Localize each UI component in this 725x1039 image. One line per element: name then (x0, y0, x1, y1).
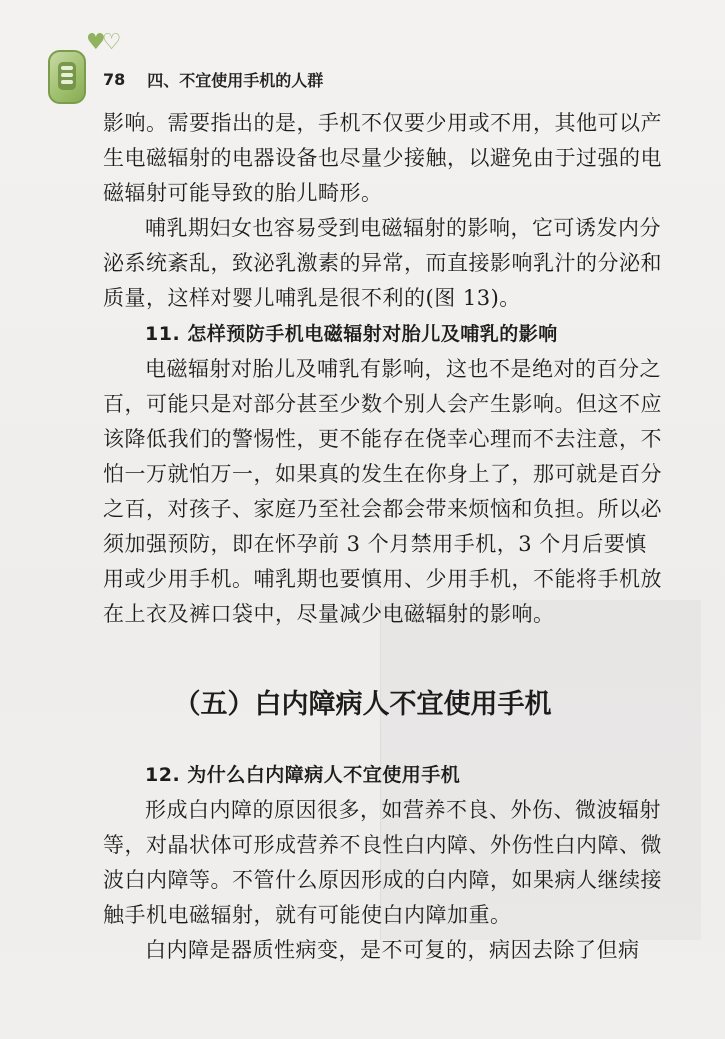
paragraph-breastfeeding: 哺乳期妇女也容易受到电磁辐射的影响，它可诱发内分泌系统紊乱，致泌乳激素的异常，而直接影响乳汁的分泌和质量，这样对婴儿哺乳是很不利的(图 13)。 (103, 216, 662, 310)
hearts-icon: ♥♡ (86, 30, 118, 55)
paragraph-cataract-causes: 形成白内障的原因很多，如营养不良、外伤、微波辐射等，对晶状体可形成营养不良性白内障、外伤性白内障、微波白内障等。不管什么原因形成的白内障，如果病人继续接触手机电磁辐射，就有可能使白内障加重。 (103, 798, 662, 927)
section-heading-5: （五）白内障病人不宜使用手机 (173, 689, 552, 720)
paragraph-prevention: 电磁辐射对胎儿及哺乳有影响，这也不是绝对的百分之百，可能只是对部分甚至少数个别人会产生影响。但这不应该降低我们的警惕性，更不能存在侥幸心理而不去注意，不怕一万就怕万一，如果真的发生在你身上了，那可就是百分之百，对孩子、家庭乃至社会都会带来烦恼和负担。所以必须加强预防，即在怀孕前 3 个月禁用手机，3 个月后要慎用或少用手机。哺乳期也要慎用、少用手机，不能将手机放在上衣及裤口袋中，尽量减少电磁辐射的影响。 (103, 357, 662, 626)
paragraph-cataract-organic: 白内障是器质性病变，是不可复的，病因去除了但病 (145, 938, 640, 962)
paragraph-continued: 影响。需要指出的是，手机不仅要少用或不用，其他可以产生电磁辐射的电器设备也尽量少接触，以避免由于过强的电磁辐射可能导致的胎儿畸形。 (103, 111, 662, 205)
chapter-title: 四、不宜使用手机的人群 (147, 70, 324, 90)
question-heading-12: 12. 为什么白内障病人不宜使用手机 (145, 764, 461, 786)
body-text-top (103, 106, 663, 632)
running-header (103, 67, 323, 91)
phone-icon (48, 50, 86, 104)
question-heading-11: 11. 怎样预防手机电磁辐射对胎儿及哺乳的影响 (145, 323, 558, 345)
body-text-bottom (103, 757, 663, 968)
page-number: 78 (103, 69, 126, 89)
